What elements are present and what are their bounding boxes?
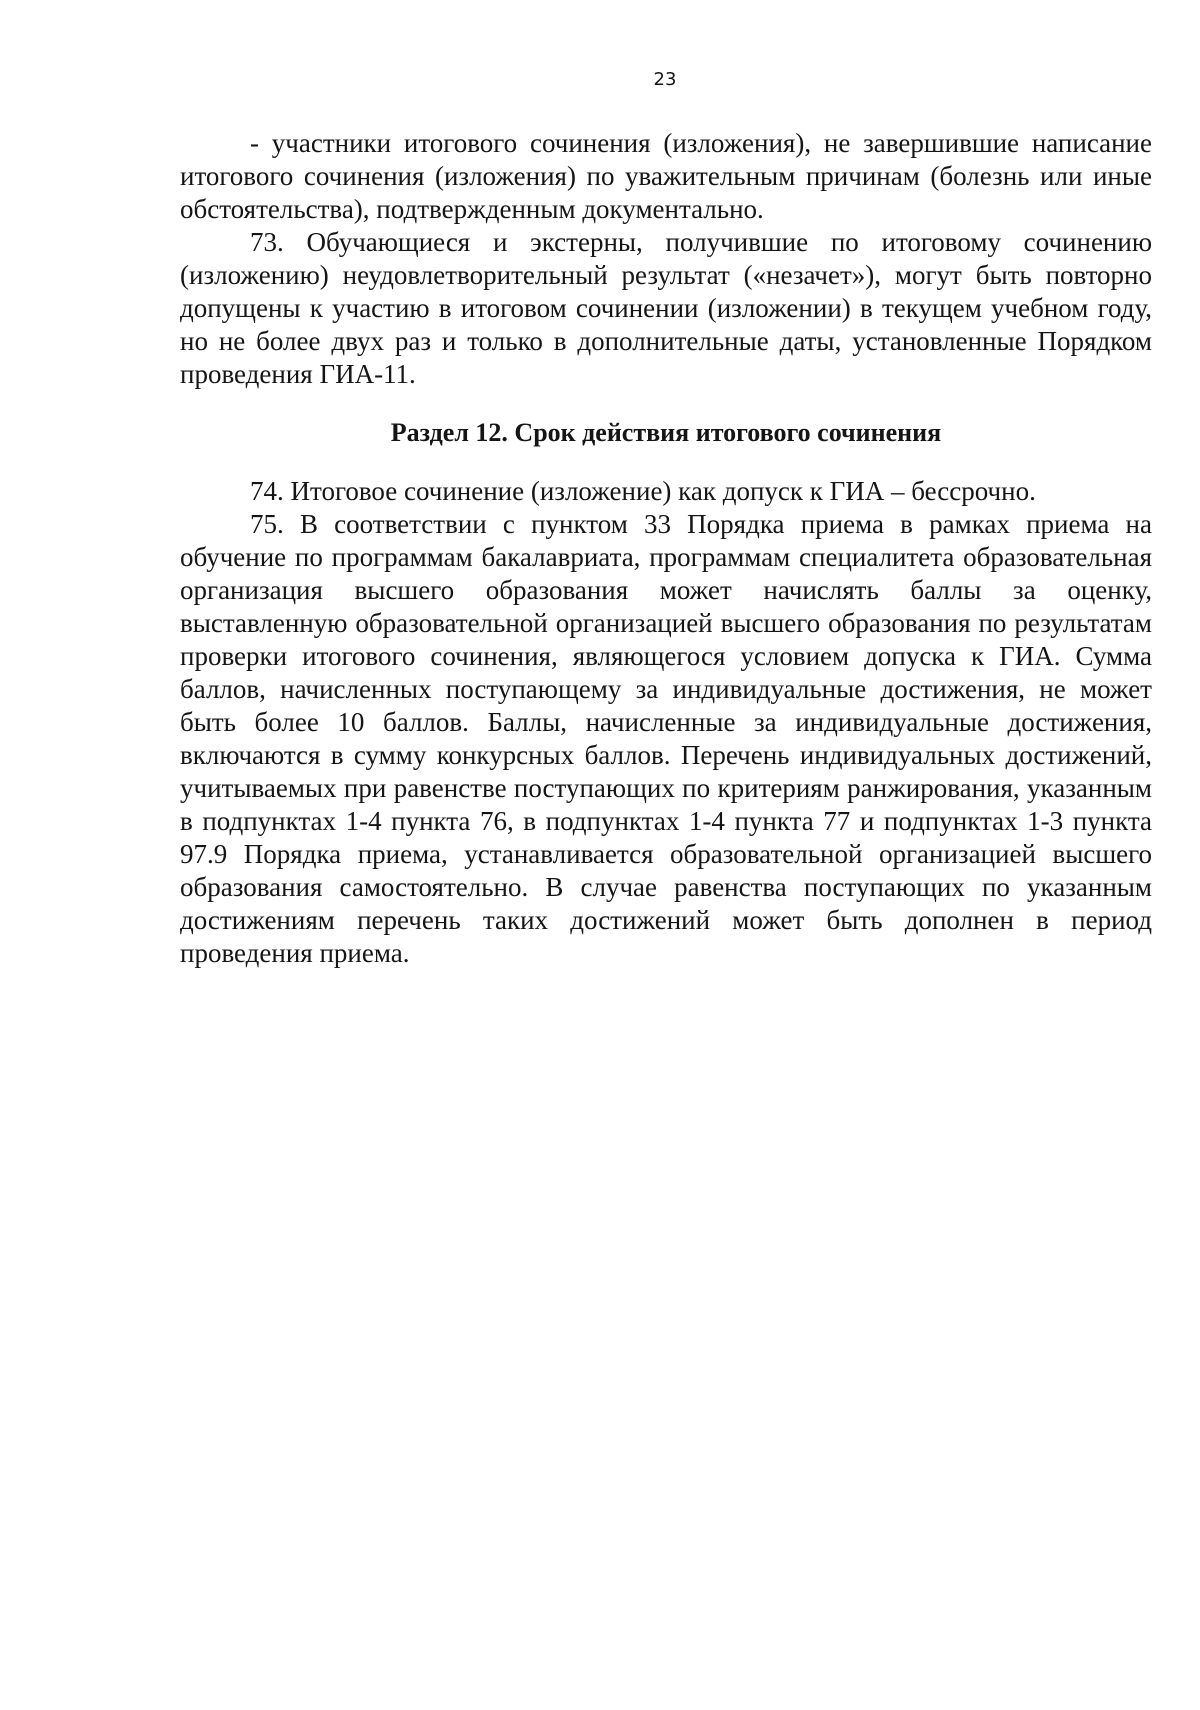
paragraph-74: 74. Итоговое сочинение (изложение) как допуск к ГИА – бессрочно. bbox=[250, 476, 1036, 506]
page-number: 23 bbox=[653, 69, 677, 90]
paragraph-73: 73. Обучающиеся и экстерны, получившие по итоговому сочинению (изложению) неудовлетворительный результат («незачет»), могут быть повторно допущены к участию в итоговом сочинении (изложении) в текущем учебном году, но не более двух раз и только в дополнительные даты, установленные Порядком проведения ГИА-11. bbox=[180, 227, 1152, 389]
paragraph-participants-incomplete: - участники итогового сочинения (изложения), не завершившие написание итогового сочинения (изложения) по уважительным причинам (болезнь или иные обстоятельства), подтвержденным документально. bbox=[180, 128, 1152, 224]
document-body bbox=[180, 127, 1152, 970]
paragraph-75: 75. В соответствии с пунктом 33 Порядка приема в рамках приема на обучение по программам бакалавриата, программам специалитета образовательная организация высшего образования может начислять баллы за оценку, выставленную образовательной организацией высшего образования по результатам проверки итогового сочинения, являющегося условием допуска к ГИА. Сумма баллов, начисленных поступающему за индивидуальные достижения, не может быть более 10 баллов. Баллы, начисленные за индивидуальные достижения, включаются в сумму конкурсных баллов. Перечень индивидуальных достижений, учитываемых при равенстве поступающих по критериям ранжирования, указанным в подпунктах 1-4 пункта 76, в подпунктах 1-4 пункта 77 и подпунктах 1-3 пункта 97.9 Порядка приема, устанавливается образовательной организацией высшего образования самостоятельно. В случае равенства поступающих по указанным достижениям перечень таких достижений может быть дополнен в период проведения приема. bbox=[180, 509, 1152, 968]
section-12-heading: Раздел 12. Срок действия итогового сочинения bbox=[390, 418, 942, 447]
